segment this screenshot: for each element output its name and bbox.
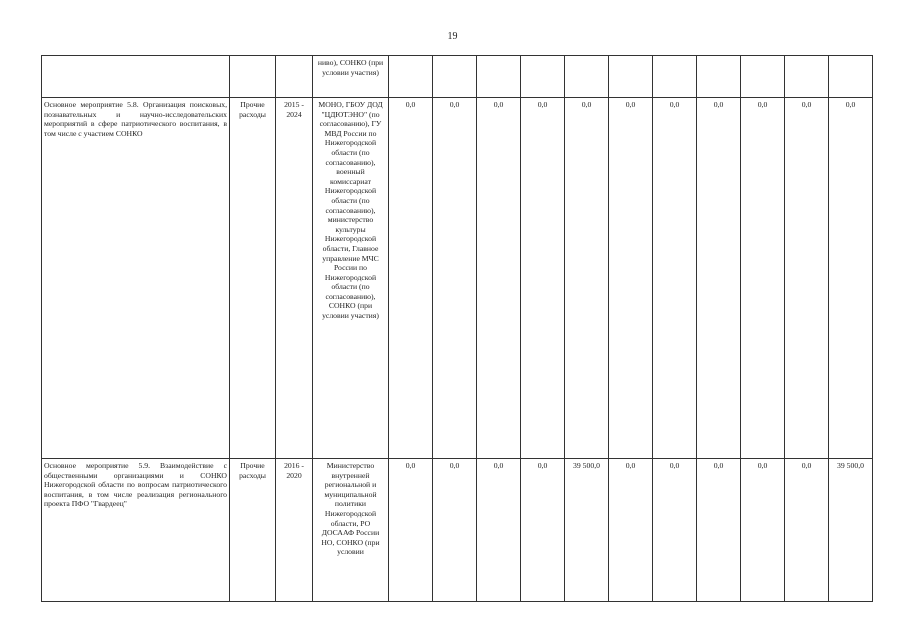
value-cell: 0,0 bbox=[697, 98, 741, 459]
funding-source: Прочие расходы bbox=[230, 98, 276, 459]
value-cell: 0,0 bbox=[389, 459, 433, 602]
value-cell: 0,0 bbox=[653, 459, 697, 602]
value-cell bbox=[609, 56, 653, 98]
value-cell: 0,0 bbox=[741, 459, 785, 602]
value-cell: 39 500,0 bbox=[565, 459, 609, 602]
value-cell bbox=[521, 56, 565, 98]
table-row-activity-5-9 bbox=[42, 459, 873, 602]
value-cell: 0,0 bbox=[609, 459, 653, 602]
value-cell bbox=[653, 56, 697, 98]
budget-table bbox=[41, 55, 873, 602]
funding-source bbox=[230, 56, 276, 98]
value-cell: 0,0 bbox=[697, 459, 741, 602]
table-row-activity-5-8 bbox=[42, 98, 873, 459]
executor: Министерство внутренней региональной и муниципальной политики Нижегородской области, РО ДОСААФ России НО, СОНКО (при условии bbox=[313, 459, 389, 602]
executor: ниво), СОНКО (при условии участия) bbox=[313, 56, 389, 98]
value-cell: 0,0 bbox=[433, 459, 477, 602]
value-cell: 0,0 bbox=[609, 98, 653, 459]
value-cell bbox=[433, 56, 477, 98]
value-cell bbox=[389, 56, 433, 98]
value-cell: 0,0 bbox=[565, 98, 609, 459]
activity-name: Основное мероприятие 5.8. Организация поисковых, познавательных и научно-исследовательских мероприятий в сфере патриотического воспитания, в том числе с участием СОНКО bbox=[42, 98, 230, 459]
value-cell bbox=[565, 56, 609, 98]
value-cell: 0,0 bbox=[389, 98, 433, 459]
period: 2015 - 2024 bbox=[276, 98, 313, 459]
value-cell: 0,0 bbox=[433, 98, 477, 459]
value-cell: 0,0 bbox=[829, 98, 873, 459]
value-cell: 0,0 bbox=[741, 98, 785, 459]
executor: МОНО, ГБОУ ДОД "ЦДЮТЭНО" (по согласованию), ГУ МВД России по Нижегородской области (по согласованию), военный комиссариат Нижегородской области (по согласованию), министерство культуры Нижегородской области, Главное управление МЧС России по Нижегородской области (по согласованию), СОНКО (при условии участия) bbox=[313, 98, 389, 459]
value-cell: 0,0 bbox=[785, 98, 829, 459]
funding-source: Прочие расходы bbox=[230, 459, 276, 602]
value-cell: 0,0 bbox=[477, 459, 521, 602]
value-cell: 0,0 bbox=[521, 98, 565, 459]
table-row-continuation bbox=[42, 56, 873, 98]
value-cell bbox=[785, 56, 829, 98]
value-cell: 0,0 bbox=[653, 98, 697, 459]
value-cell: 0,0 bbox=[785, 459, 829, 602]
value-cell: 39 500,0 bbox=[829, 459, 873, 602]
value-cell: 0,0 bbox=[521, 459, 565, 602]
value-cell bbox=[741, 56, 785, 98]
value-cell bbox=[697, 56, 741, 98]
period: 2016 - 2020 bbox=[276, 459, 313, 602]
value-cell bbox=[829, 56, 873, 98]
page-number: 19 bbox=[447, 31, 458, 42]
value-cell: 0,0 bbox=[477, 98, 521, 459]
activity-name: Основное мероприятие 5.9. Взаимодействие с общественными организациями и СОНКО Нижегородской области по вопросам патриотического воспитания, в том числе реализация регионального проекта ПФО "Гвардеец" bbox=[42, 459, 230, 602]
period bbox=[276, 56, 313, 98]
value-cell bbox=[477, 56, 521, 98]
activity-name bbox=[42, 56, 230, 98]
